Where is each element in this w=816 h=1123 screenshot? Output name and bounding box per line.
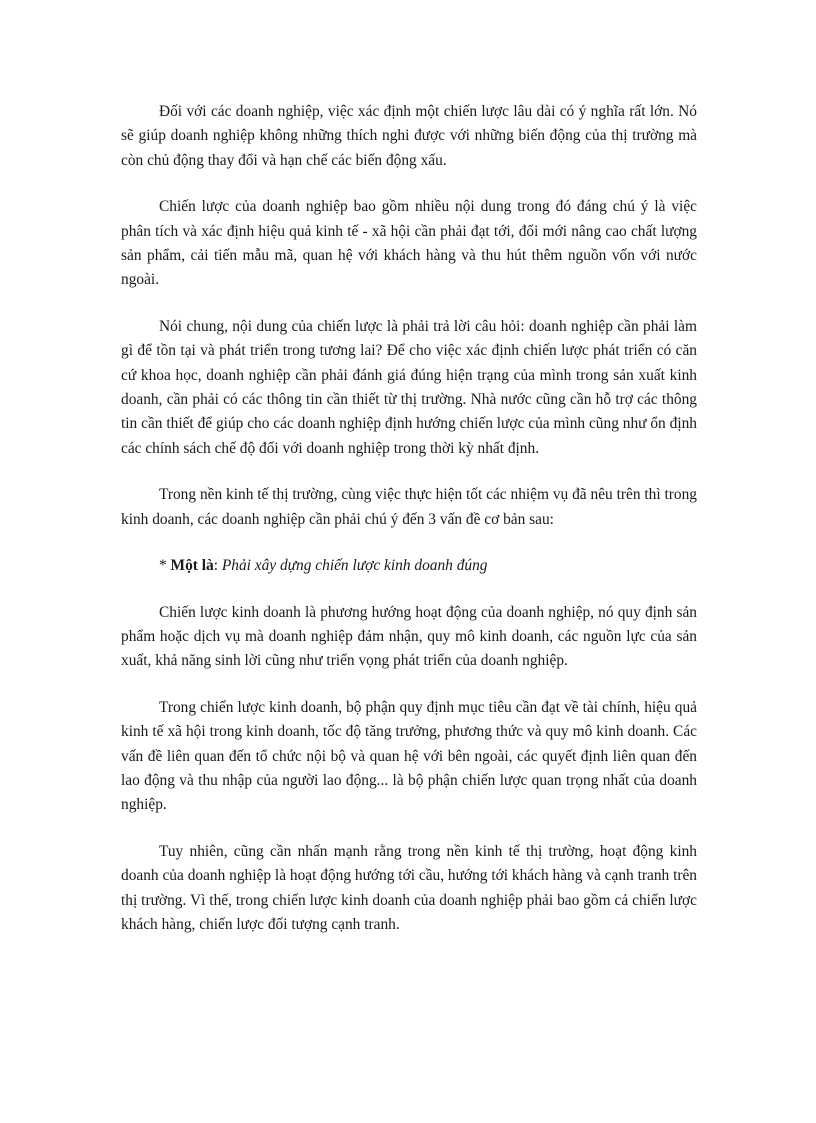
paragraph-6: Trong chiến lược kinh doanh, bộ phận quy định mục tiêu cần đạt về tài chính, hiệu quả kinh tế xã hội trong kinh doanh, tốc độ tăng trưởng, phương thức và quy mô kinh doanh. Các vấn đề liên quan đến tổ chức nội bộ và quan hệ với bên ngoài, các quyết định liên quan đến lao động và thu nhập của người lao động... là bộ phận chiến lược quan trọng nhất của doanh nghiệp.	[121, 698, 697, 814]
document-page	[121, 100, 697, 959]
paragraph-7: Tuy nhiên, cũng cần nhấn mạnh rằng trong nền kinh tế thị trường, hoạt động kinh doanh của doanh nghiệp là hoạt động hướng tới cầu, hướng tới khách hàng và cạnh tranh trên thị trường. Vì thế, trong chiến lược kinh doanh của doanh nghiệp phải bao gồm cả chiến lược khách hàng, chiến lược đối tượng cạnh tranh.	[121, 842, 697, 933]
paragraph-2: Chiến lược của doanh nghiệp bao gồm nhiều nội dung trong đó đáng chú ý là việc phân tích và xác định hiệu quả kinh tế - xã hội cần phải đạt tới, đổi mới nâng cao chất lượng sản phẩm, cải tiến mẫu mã, quan hệ với khách hàng và thu hút thêm nguồn vốn với nước ngoài.	[121, 198, 697, 289]
heading-separator: :	[213, 557, 222, 575]
paragraph-1: Đối với các doanh nghiệp, việc xác định một chiến lược lâu dài có ý nghĩa rất lớn. Nó sẽ giúp doanh nghiệp không những thích nghi được với những biến động của thị trường mà còn chủ động thay đổi và hạn chế các biến động xấu.	[121, 103, 697, 169]
heading-italic-title: Phải xây dựng chiến lược kinh doanh đúng	[221, 557, 488, 575]
paragraph-3: Nói chung, nội dung của chiến lược là phải trả lời câu hỏi: doanh nghiệp cần phải làm gì để tồn tại và phát triển trong tương lai? Để cho việc xác định chiến lược phát triển có căn cứ khoa học, doanh nghiệp cần phải đánh giá đúng hiện trạng của mình trong sản xuất kinh doanh, cần phải có các thông tin cần thiết từ thị trường. Nhà nước cũng cần hỗ trợ các thông tin cần thiết để giúp cho các doanh nghiệp định hướng chiến lược của mình cũng như ổn định các chính sách chế độ đối với doanh nghiệp trong thời kỳ nhất định.	[121, 317, 697, 457]
paragraph-5: Chiến lược kinh doanh là phương hướng hoạt động của doanh nghiệp, nó quy định sản phẩm hoặc dịch vụ mà doanh nghiệp đảm nhận, quy mô kinh doanh, các nguồn lực của sản xuất, khả năng sinh lời cũng như triển vọng phát triển của doanh nghiệp.	[121, 603, 697, 670]
section-heading	[121, 554, 697, 578]
heading-prefix: *	[159, 557, 171, 575]
heading-bold-label: Một là	[170, 557, 214, 575]
paragraph-4: Trong nền kinh tế thị trường, cùng việc thực hiện tốt các nhiệm vụ đã nêu trên thì trong kinh doanh, các doanh nghiệp cần phải chú ý đến 3 vấn đề cơ bản sau:	[121, 486, 697, 528]
